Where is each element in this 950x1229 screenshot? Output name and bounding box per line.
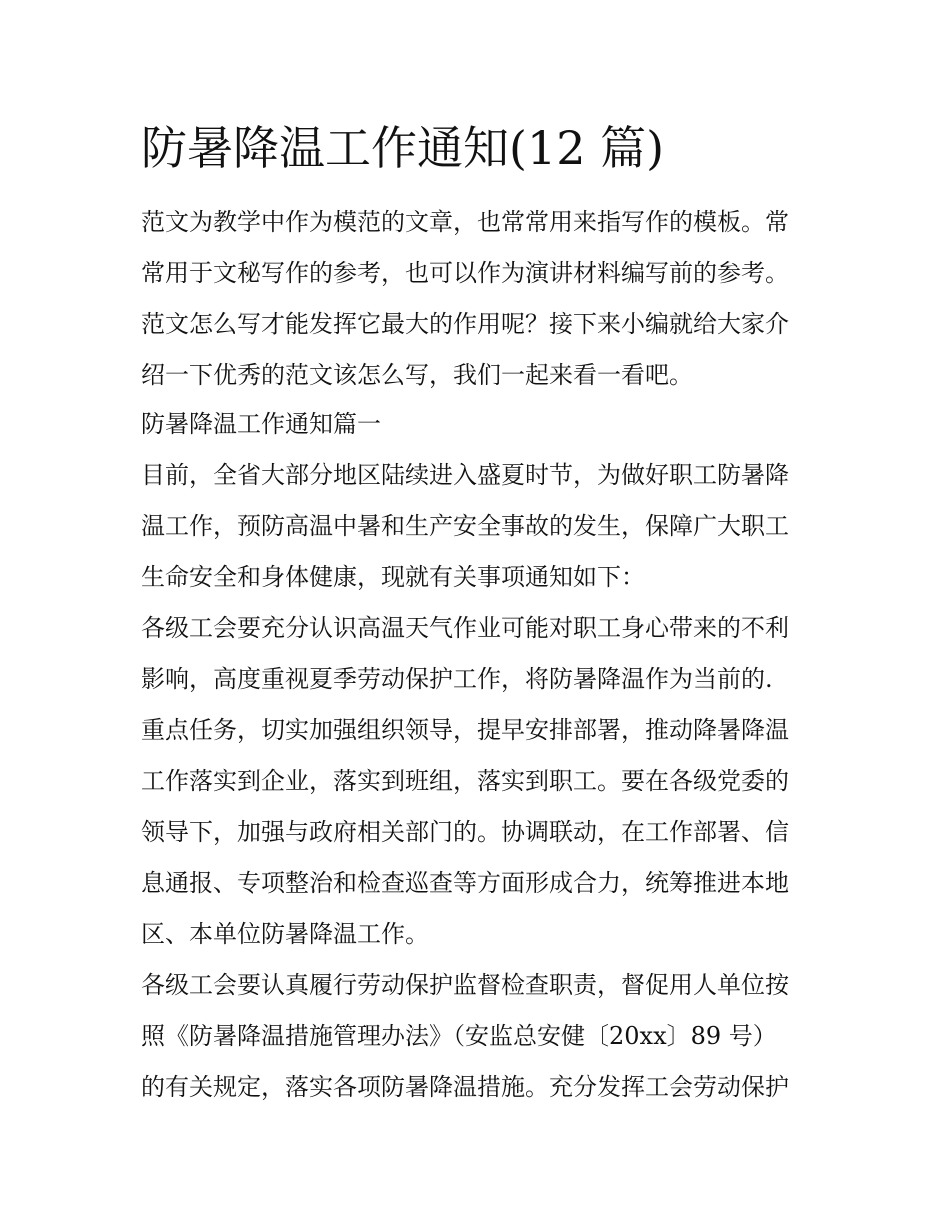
- intro-line-2: 常用于文秘写作的参考，也可以作为演讲材料编写前的参考。: [141, 259, 789, 287]
- intro-line-1: 范文为教学中作为模范的文章，也常常用来指写作的模板。常: [141, 208, 789, 236]
- body-line: 各级工会要认真履行劳动保护监督检查职责，督促用人单位按: [141, 971, 789, 999]
- body-line: 领导下，加强与政府相关部门的。协调联动，在工作部署、信: [141, 818, 789, 846]
- body-line: 各级工会要充分认识高温天气作业可能对职工身心带来的不利: [141, 614, 789, 642]
- body-line: 的有关规定，落实各项防暑降温措施。充分发挥工会劳动保护: [141, 1073, 789, 1101]
- body-line: 工作落实到企业，落实到班组，落实到职工。要在各级党委的: [141, 767, 789, 795]
- body-line: 目前，全省大部分地区陆续进入盛夏时节，为做好职工防暑降: [141, 461, 789, 489]
- body-line: 生命安全和身体健康，现就有关事项通知如下：: [141, 563, 645, 591]
- body-line: 重点任务，切实加强组织领导，提早安排部署，推动降暑降温: [141, 716, 789, 744]
- document-title: 防暑降温工作通知(12 篇): [141, 121, 665, 175]
- intro-line-4: 绍一下优秀的范文该怎么写，我们一起来看一看吧。: [141, 361, 693, 389]
- body-line: 区、本单位防暑降温工作。: [141, 920, 429, 948]
- body-line: 息通报、专项整治和检查巡查等方面形成合力，统筹推进本地: [141, 869, 789, 897]
- intro-line-3: 范文怎么写才能发挥它最大的作用呢？接下来小编就给大家介: [141, 310, 789, 338]
- body-line: 影响，高度重视夏季劳动保护工作，将防暑降温作为当前的.: [141, 665, 773, 693]
- body-line: 照《防暑降温措施管理办法》（安监总安健〔20xx〕89 号）: [141, 1022, 777, 1050]
- section-heading: 防暑降温工作通知篇一: [141, 410, 381, 438]
- body-line: 温工作，预防高温中暑和生产安全事故的发生，保障广大职工: [141, 512, 789, 540]
